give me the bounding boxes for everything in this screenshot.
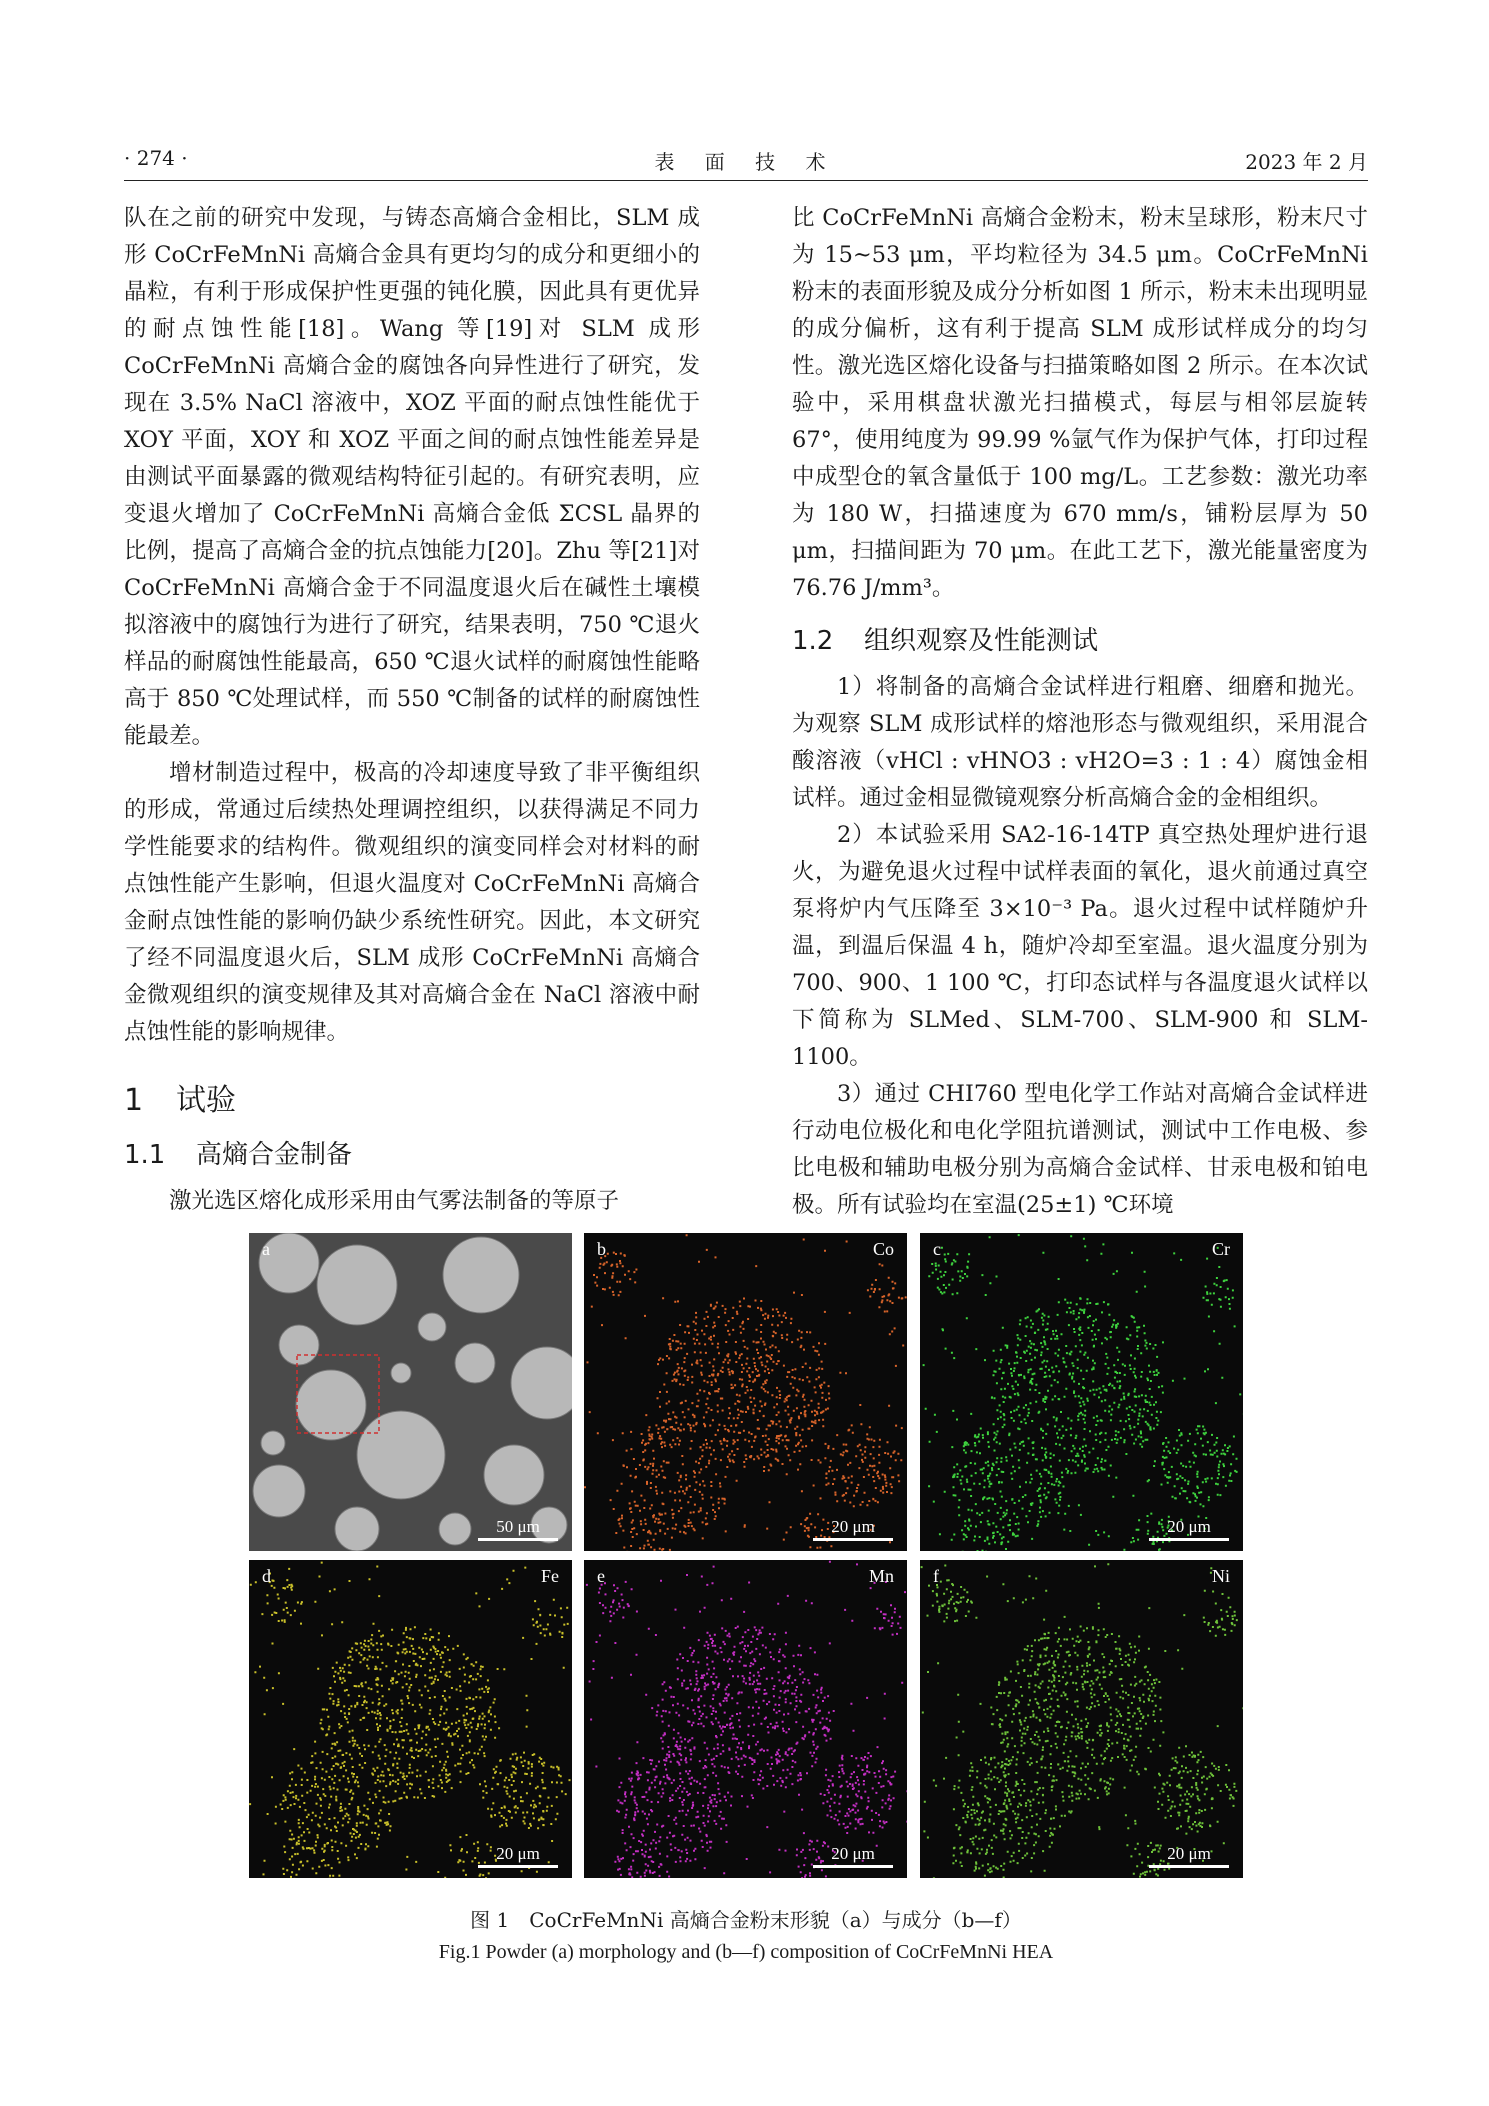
paragraph: 1）将制备的高熵合金试样进行粗磨、细磨和抛光。为观察 SLM 成形试样的熔池形态与微观组织，采用混合酸溶液（vHCl : vHNO3 : vH2O=3 : 1 : 4）腐蚀金相试样。通过金相显微镜观察分析高熵合金的金相组织。 bbox=[792, 674, 1368, 811]
section-number: 1 bbox=[124, 1083, 144, 1118]
element-signal-dots bbox=[923, 1234, 1243, 1551]
subsection-heading bbox=[792, 623, 1368, 659]
subsection-heading bbox=[124, 1137, 700, 1173]
element-label: Co bbox=[872, 1239, 894, 1259]
scale-bar: 20 μm bbox=[1149, 1844, 1229, 1868]
element-label: Mn bbox=[868, 1566, 894, 1586]
sem-image bbox=[249, 1233, 572, 1551]
panel-label: a bbox=[262, 1239, 270, 1259]
sem-panel-a bbox=[249, 1233, 572, 1551]
paragraph: 比 CoCrFeMnNi 高熵合金粉末，粉末呈球形，粉末尺寸为 15~53 μm，平均粒径为 34.5 μm。CoCrFeMnNi 粉末的表面形貌及成分分析如图 1 所示，粉末未出现明显的成分偏析，这有利于提高 SLM 成形试样成分的均匀性。激光选区熔化设备与扫描策略如图 2 所示。在本次试验中，采用棋盘状激光扫描模式，每层与相邻层旋转 67°，使用纯度为 99.99 %氩气作为保护气体，打印过程中成型仓的氧含量低于 100 mg/L。工艺参数：激光功率为 180 W，扫描速度为 670 mm/s，铺粉层厚为 50 μm，扫描间距为 70 μm。在此工艺下，激光能量密度为 76.76 J/mm³。 bbox=[792, 205, 1368, 601]
issue-date: 2023 年 2 月 bbox=[1245, 150, 1368, 174]
panel-label: e bbox=[597, 1566, 605, 1586]
element-label: Ni bbox=[1212, 1566, 1230, 1586]
eds-map-panel-f bbox=[920, 1560, 1243, 1878]
subsection-number: 1.2 bbox=[792, 626, 834, 656]
element-signal-dots bbox=[584, 1234, 907, 1551]
eds-dot-map bbox=[584, 1233, 907, 1551]
journal-name: 表 面 技 术 bbox=[654, 150, 838, 174]
subsection-number: 1.1 bbox=[124, 1140, 166, 1170]
page-header bbox=[124, 146, 1368, 182]
subsection-title: 组织观察及性能测试 bbox=[864, 626, 1099, 656]
figure-caption-en: Fig.1 Powder (a) morphology and (b—f) composition of CoCrFeMnNi HEA bbox=[438, 1941, 1054, 1963]
header-rule bbox=[124, 180, 1368, 181]
eds-dot-map bbox=[584, 1560, 907, 1878]
panel-label: b bbox=[597, 1239, 606, 1259]
panel-label: d bbox=[262, 1566, 271, 1586]
subsection-title: 高熵合金制备 bbox=[196, 1140, 353, 1170]
scale-bar: 20 μm bbox=[813, 1844, 893, 1868]
scale-bar: 20 μm bbox=[478, 1844, 558, 1868]
eds-map-panel-d bbox=[249, 1560, 572, 1878]
eds-dot-map bbox=[920, 1233, 1243, 1551]
element-signal-dots bbox=[249, 1562, 570, 1878]
eds-map-panel-b bbox=[584, 1233, 907, 1551]
paragraph: 队在之前的研究中发现，与铸态高熵合金相比，SLM 成形 CoCrFeMnNi 高熵合金具有更均匀的成分和更细小的晶粒，有利于形成保护性更强的钝化膜，因此具有更优异的耐点蚀性能[18]。Wang 等[19]对 SLM 成形 CoCrFeMnNi 高熵合金的腐蚀各向异性进行了研究，发现在 3.5% NaCl 溶液中，XOZ 平面的耐点蚀性能优于 XOY 平面，XOY 和 XOZ 平面之间的耐点蚀性能差异是由测试平面暴露的微观结构特征引起的。有研究表明，应变退火增加了 CoCrFeMnNi 高熵合金低 ΣCSL 晶界的比例，提高了高熵合金的抗点蚀能力[20]。Zhu 等[21]对 CoCrFeMnNi 高熵合金于不同温度退火后在碱性土壤模拟溶液中的腐蚀行为进行了研究，结果表明，750 ℃退火样品的耐腐蚀性能最高，650 ℃退火试样的耐腐蚀性能略高于 850 ℃处理试样，而 550 ℃制备的试样的耐腐蚀性能最差。 bbox=[124, 205, 700, 749]
paragraph: 2）本试验采用 SA2-16-14TP 真空热处理炉进行退火，为避免退火过程中试样表面的氧化，退火前通过真空泵将炉内气压降至 3×10⁻³ Pa。退火过程中试样随炉升温，到温后保温 4 h，随炉冷却至室温。退火温度分别为 700、900、1 100 ℃，打印态试样与各温度退火试样以下简称为 SLMed、SLM-700、SLM-900 和 SLM-1100。 bbox=[792, 822, 1368, 1070]
left-column bbox=[124, 200, 700, 1220]
element-label: Fe bbox=[541, 1566, 559, 1586]
scale-bar: 50 μm bbox=[478, 1517, 558, 1541]
panel-label: c bbox=[933, 1239, 941, 1259]
paragraph: 激光选区熔化成形采用由气雾法制备的等原子 bbox=[169, 1188, 620, 1214]
page-number: · 274 · bbox=[124, 146, 188, 170]
scale-bar: 20 μm bbox=[1149, 1517, 1229, 1541]
eds-dot-map bbox=[920, 1560, 1243, 1878]
figure-1 bbox=[249, 1233, 1243, 1878]
element-signal-dots bbox=[586, 1561, 907, 1878]
eds-map-panel-e bbox=[584, 1560, 907, 1878]
section-heading bbox=[124, 1081, 700, 1121]
paragraph: 3）通过 CHI760 型电化学工作站对高熵合金试样进行动电位极化和电化学阻抗谱测试，测试中工作电极、参比电极和辅助电极分别为高熵合金试样、甘汞电极和铂电极。所有试验均在室温(25±1) ℃环境 bbox=[792, 1081, 1368, 1218]
right-column bbox=[792, 200, 1368, 1224]
eds-dot-map bbox=[249, 1560, 572, 1878]
element-label: Cr bbox=[1212, 1239, 1230, 1259]
eds-map-panel-c bbox=[920, 1233, 1243, 1551]
figure-caption-cn: 图 1 CoCrFeMnNi 高熵合金粉末形貌（a）与成分（b—f） bbox=[470, 1908, 1022, 1932]
paragraph: 增材制造过程中，极高的冷却速度导致了非平衡组织的形成，常通过后续热处理调控组织，以获得满足不同力学性能要求的结构件。微观组织的演变同样会对材料的耐点蚀性能产生影响，但退火温度对 CoCrFeMnNi 高熵合金耐点蚀性能的影响仍缺少系统性研究。因此，本文研究了经不同温度退火后，SLM 成形 CoCrFeMnNi 高熵合金微观组织的演变规律及其对高熵合金在 NaCl 溶液中耐点蚀性能的影响规律。 bbox=[124, 760, 700, 1045]
element-signal-dots bbox=[921, 1563, 1243, 1878]
section-title: 试验 bbox=[176, 1083, 236, 1118]
panel-label: f bbox=[933, 1566, 939, 1586]
scale-bar: 20 μm bbox=[813, 1517, 893, 1541]
